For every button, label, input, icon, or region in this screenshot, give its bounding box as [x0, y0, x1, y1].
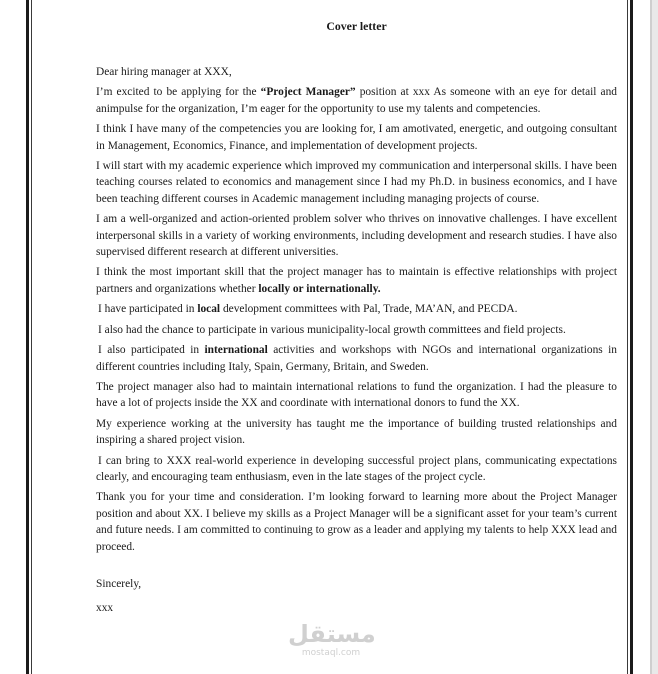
salutation: Dear hiring manager at XXX, — [96, 66, 232, 78]
paragraph — [96, 211, 617, 260]
vertical-scrollbar[interactable] — [650, 0, 652, 674]
page-border-left-inner — [31, 0, 32, 674]
text-run: I also participated in — [98, 344, 205, 357]
page-border-right — [630, 0, 633, 674]
text-run: I am a well-organized and action-oriented problem solver who thrives on innovative challenges. I have excellent interpersonal skills in a variety of working environments, including development and research studies. I have also supervised different research at different universities. — [96, 213, 617, 259]
bold-text: locally or internationally. — [258, 282, 381, 295]
text-run: I think I have many of the competencies you are looking for, I am amotivated, energetic, and outgoing consultant in Management, Economics, Finance, and implementation of development projects. — [96, 123, 617, 152]
paragraph — [96, 342, 617, 375]
text-run: I also had the chance to participate in various municipality-local growth committees and field projects. — [98, 323, 566, 336]
text-run: position at xxx As someone with an eye for detail and animpulse for the organization, I’m eager for the opportunity to use my talents and competencies. — [96, 86, 617, 115]
text-run: I will start with my academic experience which improved my communication and interpersonal skills. I have been teaching courses related to economics and management since I had my Ph.D. in business economics, and I have been teaching different courses in Academic management including managing projects of course. — [96, 160, 617, 205]
window-edge — [652, 0, 658, 674]
watermark-logo — [288, 620, 374, 664]
text-run: development committees with Pal, Trade, MA’AN, and PECDA. — [220, 303, 518, 316]
bold-text: “Project Manager” — [260, 86, 356, 99]
paragraph — [96, 322, 617, 338]
paragraph — [96, 301, 617, 317]
watermark-url: mostaql.com — [301, 648, 361, 658]
page-border-left — [26, 0, 29, 674]
paragraph — [96, 453, 617, 486]
paragraph — [96, 489, 617, 555]
text-run: I have participated in — [98, 303, 198, 316]
document-page[interactable] — [96, 17, 617, 617]
paragraph — [96, 264, 617, 297]
paragraph — [96, 158, 617, 207]
paragraph — [96, 379, 617, 412]
watermark-logo-text: مستقل — [288, 620, 376, 648]
signature: xxx — [96, 602, 114, 615]
paragraph — [96, 416, 617, 449]
text-run: My experience working at the university has taught me the importance of building trusted relationships and inspiring a shared project vision. — [96, 417, 617, 447]
text-run: I can bring to XXX real-world experience in developing successful project plans, communicating expectations clearly, and encouraging team enthusiasm, even in the late stages of the project cycle. — [96, 454, 617, 483]
paragraph — [96, 84, 617, 117]
bold-text: local — [197, 303, 221, 316]
closing: Sincerely, — [96, 577, 142, 590]
letter-body — [96, 84, 617, 555]
text-run: activities and workshops with NGOs and international organizations in different countries including Italy, Spain, Germany, Britain, and Sweden. — [96, 344, 617, 373]
text-run: The project manager also had to maintain international relations to fund the organization. I had the pleasure to have a lot of projects inside the XX and coordinate with international donors to fund the XX. — [96, 380, 617, 410]
bold-text: international — [204, 344, 268, 357]
text-run: I think the most important skill that the project manager has to maintain is effective relationships with project partners and organizations whether — [96, 266, 617, 295]
text-run: I’m excited to be applying for the — [96, 86, 261, 99]
page-border-right-inner — [627, 0, 628, 674]
document-title: Cover letter — [326, 19, 387, 33]
paragraph — [96, 121, 617, 154]
text-run: Thank you for your time and consideration. I’m looking forward to learning more about the Project Manager position and about XX. I believe my skills as a Project Manager will be a significant asset for your team’s current and future needs. I am committed to continuing to grow as a leader and applying my talents to help XXX lead and proceed. — [96, 491, 617, 553]
